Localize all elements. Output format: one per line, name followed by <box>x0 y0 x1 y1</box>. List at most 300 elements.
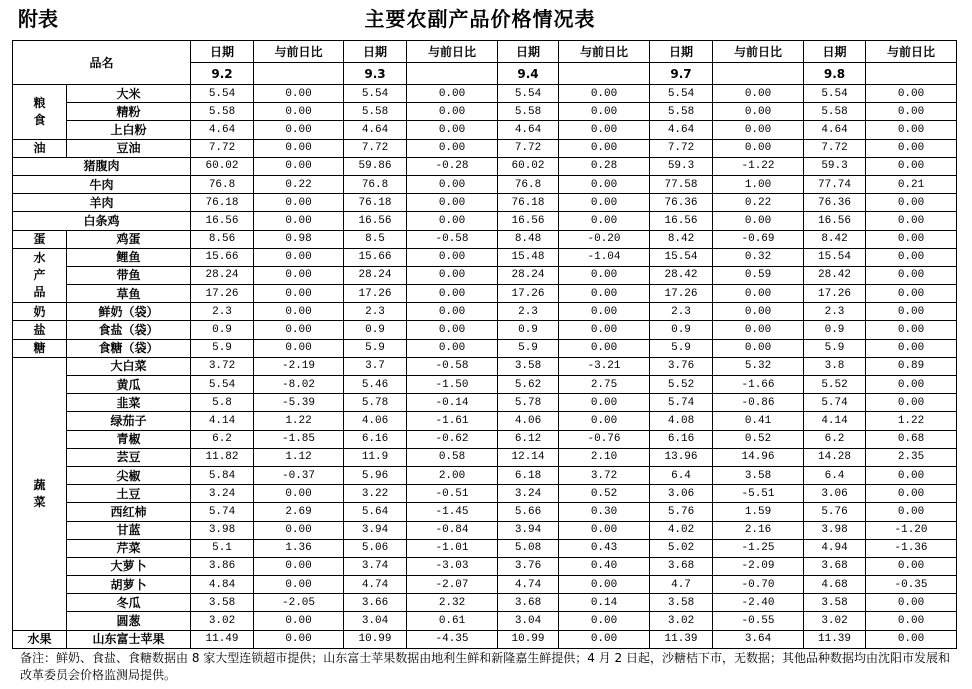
change-cell: 0.00 <box>559 139 650 157</box>
change-cell: 0.00 <box>713 321 804 339</box>
change-cell: 0.00 <box>713 285 804 303</box>
price-cell: 15.66 <box>191 248 254 266</box>
change-cell: 0.00 <box>254 212 344 230</box>
item-name: 牛肉 <box>13 175 191 193</box>
table-row <box>13 630 957 648</box>
price-cell: 76.18 <box>498 194 559 212</box>
price-cell: 4.74 <box>344 576 407 594</box>
price-cell: 4.7 <box>650 576 713 594</box>
table-row <box>13 339 957 357</box>
change-cell: 0.59 <box>713 266 804 284</box>
change-cell: 2.32 <box>407 594 498 612</box>
table-row <box>13 157 957 175</box>
item-name: 上白粉 <box>67 121 191 139</box>
price-cell: 5.54 <box>344 85 407 103</box>
price-cell: 17.26 <box>191 285 254 303</box>
category-label: 奶 <box>33 304 46 319</box>
price-cell: 5.06 <box>344 539 407 557</box>
price-cell: 4.64 <box>191 121 254 139</box>
price-cell: 3.98 <box>804 521 866 539</box>
date-header: 日期 <box>804 41 866 63</box>
item-name: 鸡蛋 <box>67 230 191 248</box>
price-cell: 15.54 <box>650 248 713 266</box>
change-cell: 0.00 <box>559 121 650 139</box>
change-cell: 0.00 <box>713 121 804 139</box>
change-subheader <box>713 63 804 85</box>
price-cell: 4.84 <box>191 576 254 594</box>
category-cell <box>13 357 67 630</box>
change-cell: -0.62 <box>407 430 498 448</box>
change-cell: 0.00 <box>407 212 498 230</box>
change-cell: 0.00 <box>559 394 650 412</box>
table-row <box>13 466 957 484</box>
price-cell: 2.3 <box>804 303 866 321</box>
change-cell: -1.25 <box>713 539 804 557</box>
price-cell: 5.66 <box>498 503 559 521</box>
price-cell: 5.54 <box>650 85 713 103</box>
change-cell: 0.00 <box>866 248 957 266</box>
price-cell: 11.82 <box>191 448 254 466</box>
price-cell: 28.42 <box>650 266 713 284</box>
change-cell: 0.22 <box>254 175 344 193</box>
change-cell: 0.00 <box>559 266 650 284</box>
table-row <box>13 175 957 193</box>
change-cell: -0.84 <box>407 521 498 539</box>
change-cell: 2.75 <box>559 376 650 394</box>
change-cell: 0.52 <box>713 430 804 448</box>
change-cell: 0.00 <box>407 266 498 284</box>
price-cell: 3.72 <box>191 357 254 375</box>
change-cell: 0.00 <box>866 266 957 284</box>
change-cell: 0.00 <box>866 376 957 394</box>
price-cell: 6.4 <box>804 466 866 484</box>
change-cell: 0.40 <box>559 557 650 575</box>
price-cell: 8.5 <box>344 230 407 248</box>
change-cell: -0.51 <box>407 485 498 503</box>
item-name: 精粉 <box>67 103 191 121</box>
change-cell: -1.04 <box>559 248 650 266</box>
date-value: 9.8 <box>804 63 866 85</box>
price-cell: 28.24 <box>498 266 559 284</box>
price-cell: 76.36 <box>650 194 713 212</box>
change-cell: 0.00 <box>559 521 650 539</box>
table-row <box>13 139 957 157</box>
category-label: 蛋 <box>33 232 46 247</box>
price-cell: 3.58 <box>498 357 559 375</box>
change-cell: 0.00 <box>866 339 957 357</box>
price-cell: 16.56 <box>498 212 559 230</box>
change-cell: 0.00 <box>254 157 344 175</box>
price-cell: 5.76 <box>650 503 713 521</box>
change-cell: 0.00 <box>559 303 650 321</box>
price-cell: 3.58 <box>804 594 866 612</box>
item-name: 韭菜 <box>67 394 191 412</box>
change-cell: 0.00 <box>254 321 344 339</box>
item-name: 鲤鱼 <box>67 248 191 266</box>
change-cell: 0.00 <box>866 612 957 630</box>
price-cell: 4.14 <box>804 412 866 430</box>
change-cell: 0.30 <box>559 503 650 521</box>
item-name: 大白菜 <box>67 357 191 375</box>
price-cell: 3.04 <box>344 612 407 630</box>
change-cell: -2.07 <box>407 576 498 594</box>
price-cell: 28.24 <box>344 266 407 284</box>
change-cell: 0.32 <box>713 248 804 266</box>
change-cell: 0.61 <box>407 612 498 630</box>
category-label: 油 <box>33 141 46 156</box>
price-cell: 5.74 <box>191 503 254 521</box>
change-cell: 2.00 <box>407 466 498 484</box>
price-cell: 3.8 <box>804 357 866 375</box>
item-name: 绿茄子 <box>67 412 191 430</box>
change-cell: -1.61 <box>407 412 498 430</box>
item-name: 西红柿 <box>67 503 191 521</box>
change-cell: 0.00 <box>254 285 344 303</box>
change-cell: -0.69 <box>713 230 804 248</box>
price-cell: 2.3 <box>191 303 254 321</box>
table-row <box>13 448 957 466</box>
change-cell: -8.02 <box>254 376 344 394</box>
change-cell: -2.40 <box>713 594 804 612</box>
category-label: 糖 <box>33 341 46 356</box>
change-cell: -1.66 <box>713 376 804 394</box>
change-cell: 0.00 <box>559 194 650 212</box>
change-cell: -0.58 <box>407 230 498 248</box>
table-row <box>13 248 957 266</box>
price-cell: 0.9 <box>344 321 407 339</box>
table-row <box>13 121 957 139</box>
item-name: 白条鸡 <box>13 212 191 230</box>
price-cell: 2.3 <box>498 303 559 321</box>
price-cell: 5.74 <box>804 394 866 412</box>
change-cell: 0.00 <box>713 303 804 321</box>
category-cell <box>13 85 67 140</box>
price-cell: 4.06 <box>498 412 559 430</box>
price-cell: 3.22 <box>344 485 407 503</box>
change-cell: 0.00 <box>866 285 957 303</box>
price-table-body <box>13 85 957 649</box>
table-row <box>13 503 957 521</box>
price-cell: 11.39 <box>804 630 866 648</box>
price-cell: 5.9 <box>498 339 559 357</box>
change-cell: 0.00 <box>407 103 498 121</box>
change-cell: 0.00 <box>559 339 650 357</box>
table-row <box>13 212 957 230</box>
price-cell: 10.99 <box>344 630 407 648</box>
price-cell: 5.58 <box>191 103 254 121</box>
change-cell: 14.96 <box>713 448 804 466</box>
table-row <box>13 412 957 430</box>
change-cell: 0.00 <box>254 576 344 594</box>
price-cell: 5.52 <box>650 376 713 394</box>
change-cell: -0.86 <box>713 394 804 412</box>
table-row <box>13 285 957 303</box>
change-cell: -2.05 <box>254 594 344 612</box>
change-cell: 0.00 <box>407 285 498 303</box>
change-cell: 2.69 <box>254 503 344 521</box>
change-cell: 0.00 <box>254 521 344 539</box>
price-cell: 76.18 <box>191 194 254 212</box>
change-cell: 2.35 <box>866 448 957 466</box>
price-cell: 5.8 <box>191 394 254 412</box>
price-cell: 5.84 <box>191 466 254 484</box>
item-name: 山东富士苹果 <box>67 630 191 648</box>
change-cell: 2.10 <box>559 448 650 466</box>
change-cell: 0.89 <box>866 357 957 375</box>
change-cell: 0.00 <box>407 139 498 157</box>
price-cell: 76.8 <box>191 175 254 193</box>
price-cell: 5.52 <box>804 376 866 394</box>
change-cell: 0.00 <box>254 339 344 357</box>
change-cell: 0.00 <box>254 630 344 648</box>
date-value: 9.4 <box>498 63 559 85</box>
price-cell: 6.4 <box>650 466 713 484</box>
price-cell: 15.54 <box>804 248 866 266</box>
price-cell: 7.72 <box>804 139 866 157</box>
change-cell: 0.28 <box>559 157 650 175</box>
change-cell: -5.51 <box>713 485 804 503</box>
date-header: 日期 <box>498 41 559 63</box>
price-cell: 5.08 <box>498 539 559 557</box>
change-cell: 1.22 <box>866 412 957 430</box>
price-cell: 3.02 <box>191 612 254 630</box>
date-header: 日期 <box>650 41 713 63</box>
item-name: 芹菜 <box>67 539 191 557</box>
change-cell: 0.00 <box>866 194 957 212</box>
change-cell: 0.00 <box>713 103 804 121</box>
price-cell: 6.2 <box>804 430 866 448</box>
price-cell: 14.28 <box>804 448 866 466</box>
price-cell: 11.49 <box>191 630 254 648</box>
change-cell: -1.50 <box>407 376 498 394</box>
price-cell: 16.56 <box>650 212 713 230</box>
price-cell: 15.66 <box>344 248 407 266</box>
change-cell: 0.00 <box>407 321 498 339</box>
change-header: 与前日比 <box>407 41 498 63</box>
date-value: 9.3 <box>344 63 407 85</box>
table-row <box>13 303 957 321</box>
category-label: 粮食 <box>33 95 46 127</box>
item-name: 猪腹肉 <box>13 157 191 175</box>
table-row <box>13 539 957 557</box>
change-cell: 0.00 <box>559 412 650 430</box>
change-cell: -3.03 <box>407 557 498 575</box>
change-cell: -1.85 <box>254 430 344 448</box>
price-cell: 4.64 <box>804 121 866 139</box>
price-cell: 5.78 <box>344 394 407 412</box>
footnote: 备注：鲜奶、食盐、食糖数据由 8 家大型连锁超市提供；山东富士苹果数据由地利生鲜和新隆嘉生鲜提供；4 月 2 日起，沙糖桔下市，无数据；其他品种数据均由沈阳市发展和改革委员会价格监测局提供。 <box>20 651 950 682</box>
item-name: 胡萝卜 <box>67 576 191 594</box>
item-name: 土豆 <box>67 485 191 503</box>
change-cell: 0.00 <box>713 85 804 103</box>
change-cell: 0.00 <box>559 103 650 121</box>
price-cell: 6.2 <box>191 430 254 448</box>
change-cell: 5.32 <box>713 357 804 375</box>
price-cell: 3.04 <box>498 612 559 630</box>
change-cell: 0.00 <box>866 85 957 103</box>
price-cell: 6.16 <box>344 430 407 448</box>
price-cell: 7.72 <box>191 139 254 157</box>
category-cell <box>13 339 67 357</box>
price-cell: 3.58 <box>191 594 254 612</box>
change-cell: -1.20 <box>866 521 957 539</box>
price-cell: 60.02 <box>498 157 559 175</box>
price-cell: 3.68 <box>804 557 866 575</box>
table-row <box>13 357 957 375</box>
change-cell: 0.00 <box>866 394 957 412</box>
header-row-labels <box>13 41 957 63</box>
price-cell: 59.86 <box>344 157 407 175</box>
change-cell: 1.12 <box>254 448 344 466</box>
price-cell: 5.58 <box>498 103 559 121</box>
item-name: 大萝卜 <box>67 557 191 575</box>
category-label: 蔬菜 <box>33 477 46 509</box>
change-cell: 0.00 <box>254 103 344 121</box>
change-cell: -0.76 <box>559 430 650 448</box>
price-cell: 5.58 <box>344 103 407 121</box>
change-cell: 0.00 <box>559 321 650 339</box>
table-row <box>13 557 957 575</box>
change-subheader <box>866 63 957 85</box>
price-cell: 3.24 <box>498 485 559 503</box>
price-cell: 6.12 <box>498 430 559 448</box>
change-cell: 0.00 <box>559 85 650 103</box>
change-cell: 0.43 <box>559 539 650 557</box>
change-cell: 0.00 <box>254 248 344 266</box>
price-cell: 7.72 <box>498 139 559 157</box>
change-cell: -2.19 <box>254 357 344 375</box>
change-cell: 0.00 <box>866 212 957 230</box>
change-cell: 3.58 <box>713 466 804 484</box>
change-cell: 1.00 <box>713 175 804 193</box>
price-cell: 4.08 <box>650 412 713 430</box>
price-cell: 4.64 <box>498 121 559 139</box>
change-subheader <box>254 63 344 85</box>
change-cell: 0.00 <box>254 139 344 157</box>
change-cell: 0.00 <box>254 85 344 103</box>
change-cell: 0.00 <box>559 612 650 630</box>
item-name: 圆葱 <box>67 612 191 630</box>
table-row <box>13 485 957 503</box>
price-cell: 5.9 <box>804 339 866 357</box>
price-cell: 5.96 <box>344 466 407 484</box>
category-label: 水果 <box>27 632 52 647</box>
price-cell: 4.02 <box>650 521 713 539</box>
price-cell: 5.02 <box>650 539 713 557</box>
price-cell: 6.18 <box>498 466 559 484</box>
price-cell: 12.14 <box>498 448 559 466</box>
price-cell: 28.42 <box>804 266 866 284</box>
price-cell: 3.02 <box>804 612 866 630</box>
change-cell: -5.39 <box>254 394 344 412</box>
change-cell: 0.00 <box>559 212 650 230</box>
change-subheader <box>407 63 498 85</box>
change-cell: 0.00 <box>254 266 344 284</box>
price-cell: 77.74 <box>804 175 866 193</box>
change-cell: 0.00 <box>254 485 344 503</box>
change-cell: -2.09 <box>713 557 804 575</box>
price-cell: 59.3 <box>804 157 866 175</box>
change-cell: 0.00 <box>559 630 650 648</box>
change-cell: 0.00 <box>407 303 498 321</box>
price-cell: 3.94 <box>344 521 407 539</box>
change-cell: 0.00 <box>254 303 344 321</box>
change-cell: 0.00 <box>559 175 650 193</box>
price-cell: 11.9 <box>344 448 407 466</box>
price-cell: 4.74 <box>498 576 559 594</box>
change-cell: 0.00 <box>866 230 957 248</box>
product-name-header: 品名 <box>13 41 191 85</box>
price-cell: 4.94 <box>804 539 866 557</box>
change-cell: 0.00 <box>866 466 957 484</box>
change-subheader <box>559 63 650 85</box>
date-header: 日期 <box>344 41 407 63</box>
change-cell: 0.00 <box>713 339 804 357</box>
price-cell: 2.3 <box>650 303 713 321</box>
price-cell: 5.54 <box>191 85 254 103</box>
item-name: 冬瓜 <box>67 594 191 612</box>
table-row <box>13 376 957 394</box>
table-row <box>13 576 957 594</box>
change-cell: -0.37 <box>254 466 344 484</box>
price-cell: 5.58 <box>650 103 713 121</box>
item-name: 甘蓝 <box>67 521 191 539</box>
price-cell: 4.14 <box>191 412 254 430</box>
price-cell: 17.26 <box>650 285 713 303</box>
change-cell: 0.00 <box>866 103 957 121</box>
price-cell: 5.54 <box>191 376 254 394</box>
item-name: 大米 <box>67 85 191 103</box>
change-cell: 1.59 <box>713 503 804 521</box>
change-cell: 0.22 <box>713 194 804 212</box>
change-cell: -0.70 <box>713 576 804 594</box>
change-cell: 0.14 <box>559 594 650 612</box>
change-cell: 0.00 <box>866 485 957 503</box>
price-cell: 0.9 <box>191 321 254 339</box>
item-name: 芸豆 <box>67 448 191 466</box>
change-cell: -0.35 <box>866 576 957 594</box>
price-cell: 76.36 <box>804 194 866 212</box>
price-cell: 3.06 <box>650 485 713 503</box>
price-cell: 60.02 <box>191 157 254 175</box>
change-cell: 0.00 <box>866 503 957 521</box>
change-cell: 0.00 <box>866 557 957 575</box>
price-cell: 5.9 <box>191 339 254 357</box>
price-cell: 3.76 <box>650 357 713 375</box>
change-cell: 0.41 <box>713 412 804 430</box>
item-name: 青椒 <box>67 430 191 448</box>
price-cell: 76.8 <box>344 175 407 193</box>
price-cell: 8.42 <box>650 230 713 248</box>
change-cell: 0.68 <box>866 430 957 448</box>
price-cell: 0.9 <box>650 321 713 339</box>
price-cell: 76.18 <box>344 194 407 212</box>
price-cell: 5.78 <box>498 394 559 412</box>
price-cell: 5.74 <box>650 394 713 412</box>
price-cell: 4.64 <box>344 121 407 139</box>
change-cell: -0.20 <box>559 230 650 248</box>
price-cell: 3.76 <box>498 557 559 575</box>
table-row <box>13 194 957 212</box>
change-cell: -0.58 <box>407 357 498 375</box>
change-cell: -0.55 <box>713 612 804 630</box>
change-cell: 0.00 <box>866 594 957 612</box>
price-cell: 3.66 <box>344 594 407 612</box>
change-cell: 0.52 <box>559 485 650 503</box>
change-cell: -0.14 <box>407 394 498 412</box>
price-cell: 5.64 <box>344 503 407 521</box>
table-row <box>13 103 957 121</box>
